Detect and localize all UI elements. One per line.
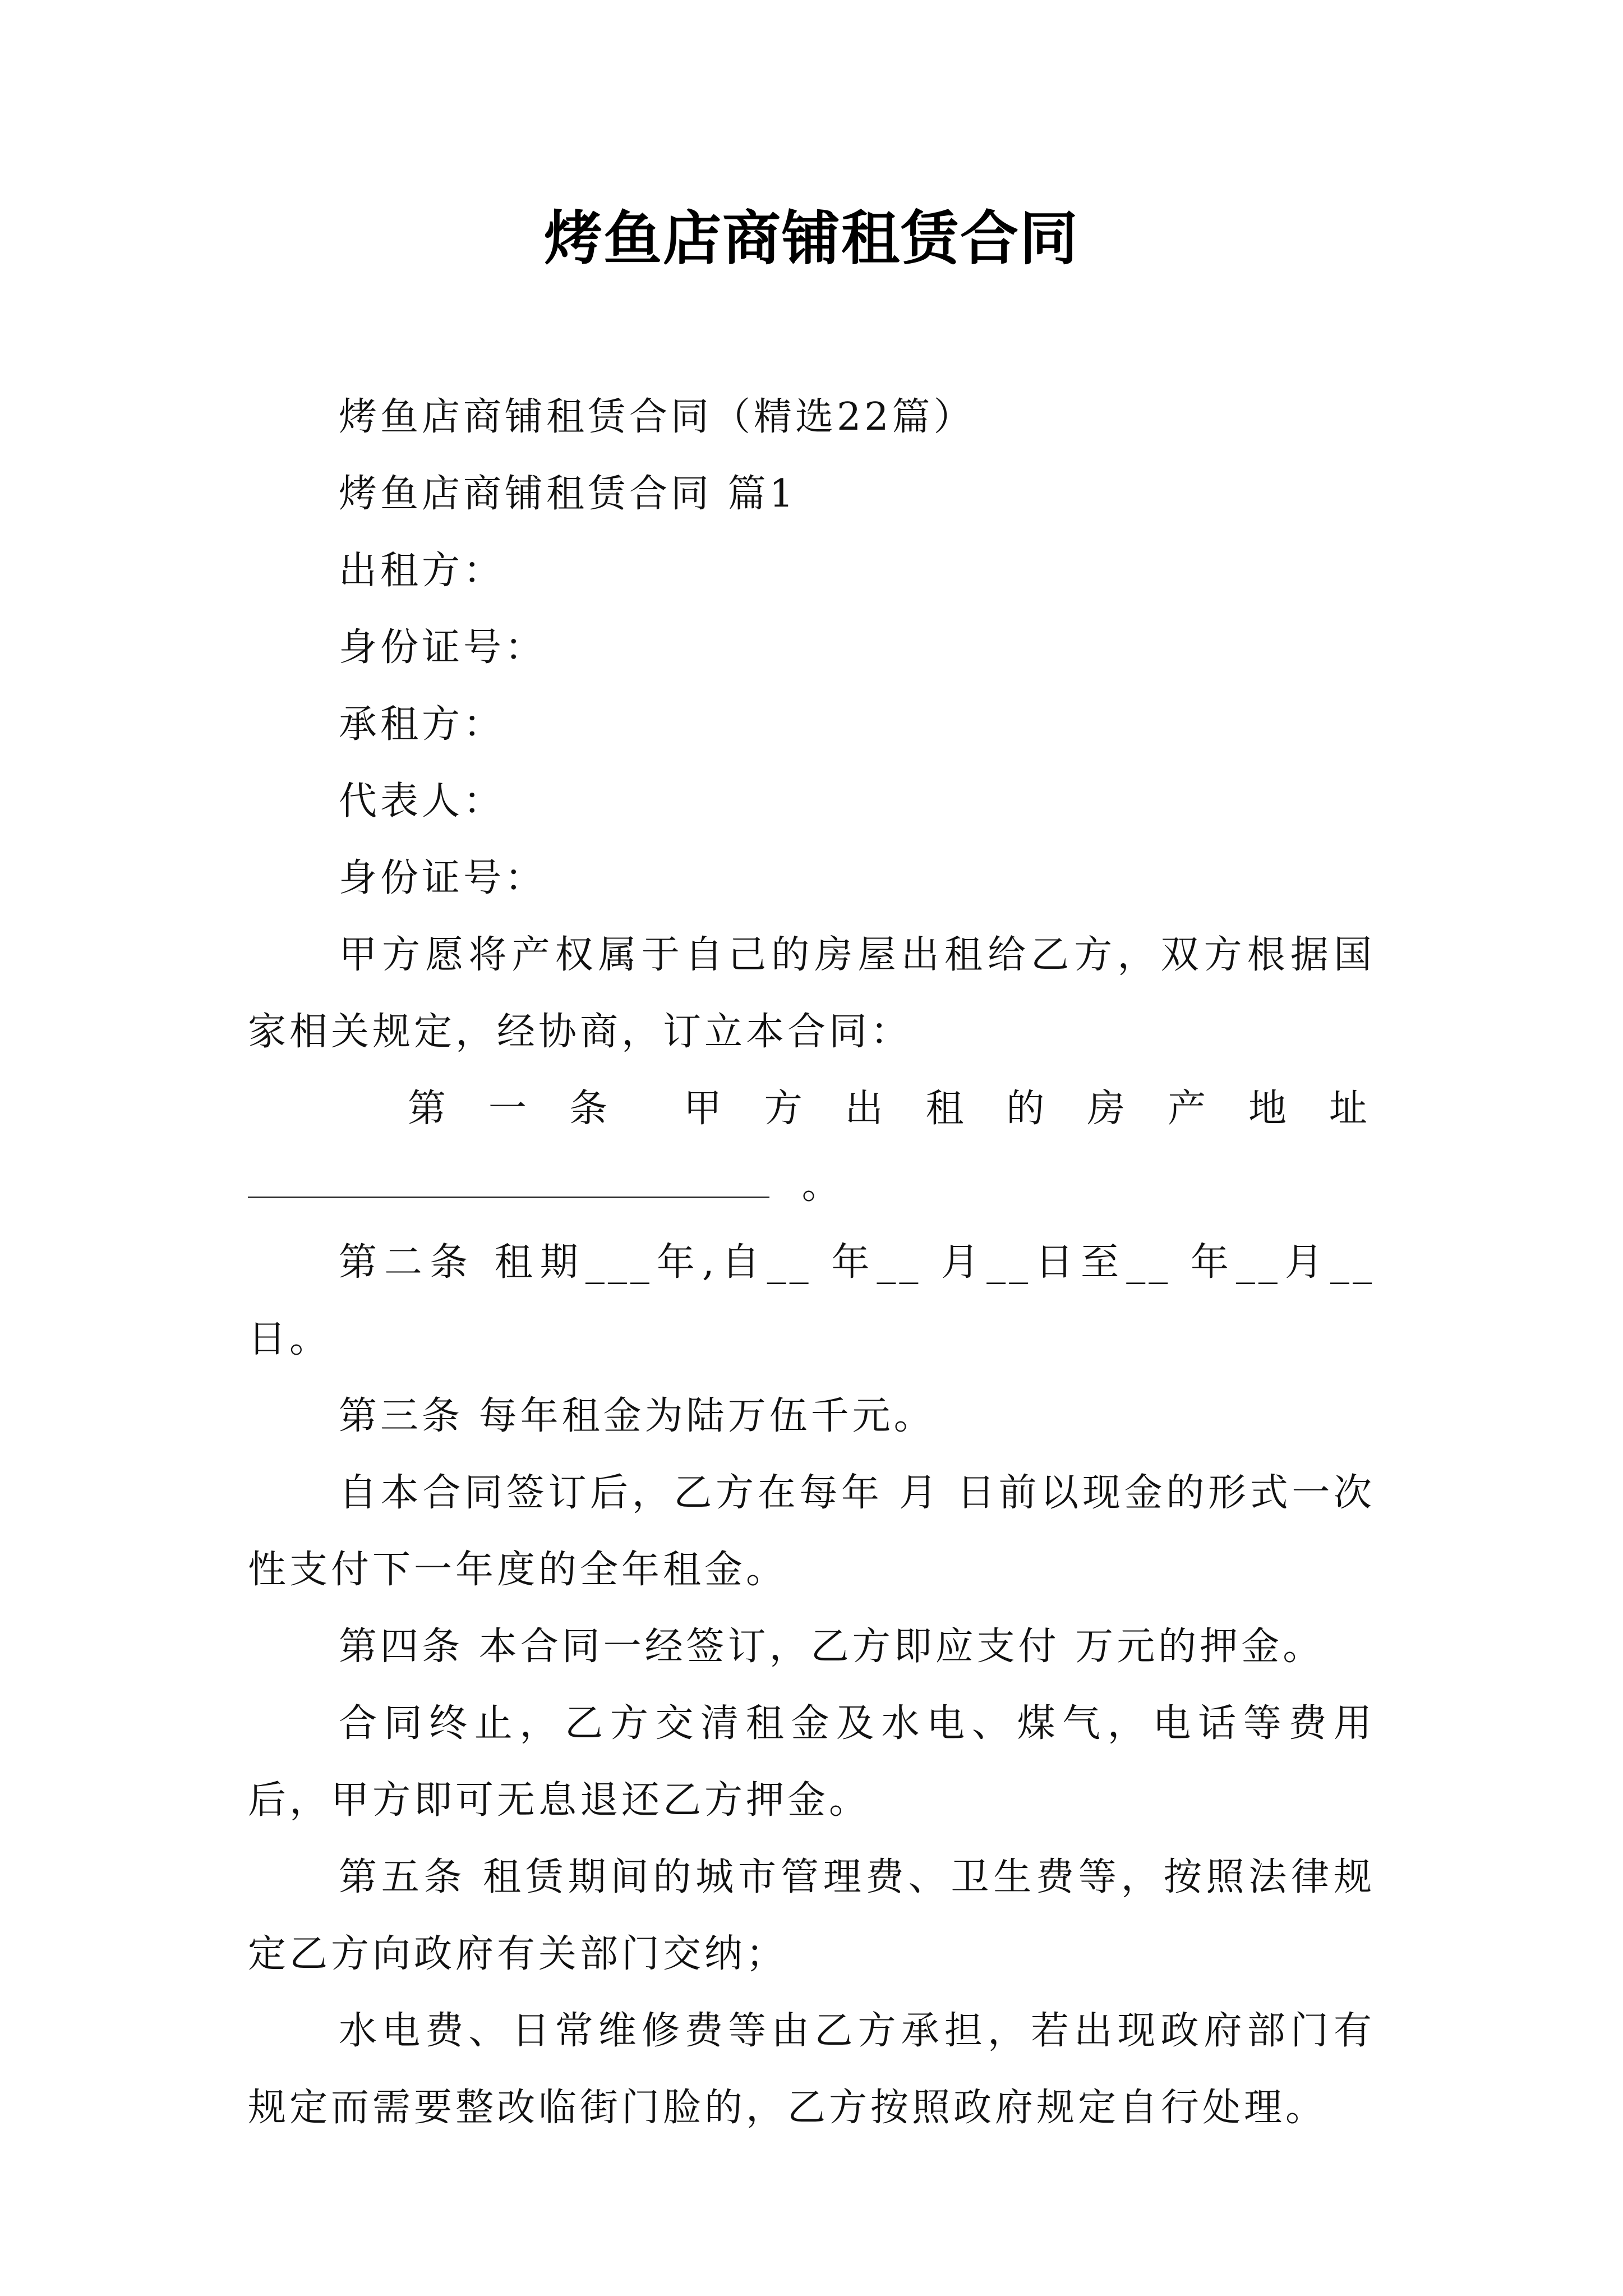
- paragraph-article-3: 第三条 每年租金为陆万伍千元。: [339, 1394, 935, 1438]
- article-1-word: 方: [764, 1087, 806, 1131]
- paragraph-representative: 代表人：: [339, 779, 505, 823]
- article-1-word: 条: [569, 1087, 611, 1131]
- article-1-word: 房: [1087, 1087, 1129, 1131]
- paragraph-rent-payment: 自本合同签订后，乙方在每年 月 日前以现金的形式一次性支付下一年度的全年租金。: [248, 1471, 1375, 1592]
- paragraph-article-2: 第二条 租期___年,自__ 年__ 月__日至__ 年__月__日。: [248, 1240, 1375, 1361]
- paragraph-section-heading: 烤鱼店商铺租赁合同 篇1: [339, 472, 797, 516]
- paragraph-subtitle: 烤鱼店商铺租赁合同（精选22篇）: [339, 395, 975, 439]
- paragraph-lessor: 出租方：: [339, 549, 505, 593]
- article-1-word: 一: [488, 1087, 530, 1131]
- paragraph-article-4: 第四条 本合同一经签订，乙方即应支付 万元的押金。: [339, 1625, 1325, 1669]
- address-blank-line: [248, 1157, 769, 1198]
- paragraph-lessor-id: 身份证号：: [339, 625, 547, 670]
- paragraph-utilities: 水电费、日常维修费等由乙方承担，若出现政府部门有规定而需要整改临街门脸的，乙方按照政府规定自行处理。: [248, 2009, 1375, 2130]
- paragraph-article-1: [248, 1070, 1375, 1147]
- paragraph-article-5: 第五条 租赁期间的城市管理费、卫生费等，按照法律规定乙方向政府有关部门交纳；: [248, 1855, 1375, 1976]
- paragraph-lessee: 承租方：: [339, 702, 505, 747]
- paragraph-preamble: 甲方愿将产权属于自己的房屋出租给乙方，双方根据国家相关规定，经协商，订立本合同：: [248, 933, 1375, 1054]
- article-1-word: 地: [1248, 1087, 1290, 1131]
- paragraph-article-1-address-line: [248, 1147, 1375, 1224]
- article-1-word: 的: [1006, 1087, 1048, 1131]
- article-1-word: 甲: [683, 1087, 725, 1131]
- paragraph-representative-id: 身份证号：: [339, 856, 547, 900]
- article-1-word: 出: [845, 1087, 887, 1131]
- article-1-word: 租: [925, 1087, 967, 1131]
- paragraph-deposit-refund: 合同终止，乙方交清租金及水电、煤气，电话等费用后，甲方即可无息退还乙方押金。: [248, 1701, 1375, 1823]
- document-title: 烤鱼店商铺租赁合同: [543, 204, 1079, 273]
- article-1-end-mark: 。: [801, 1163, 843, 1208]
- article-1-word: 产: [1168, 1087, 1210, 1131]
- article-1-word: 址: [1329, 1087, 1371, 1131]
- article-1-word: 第: [408, 1087, 450, 1131]
- document-body: [248, 379, 1375, 2146]
